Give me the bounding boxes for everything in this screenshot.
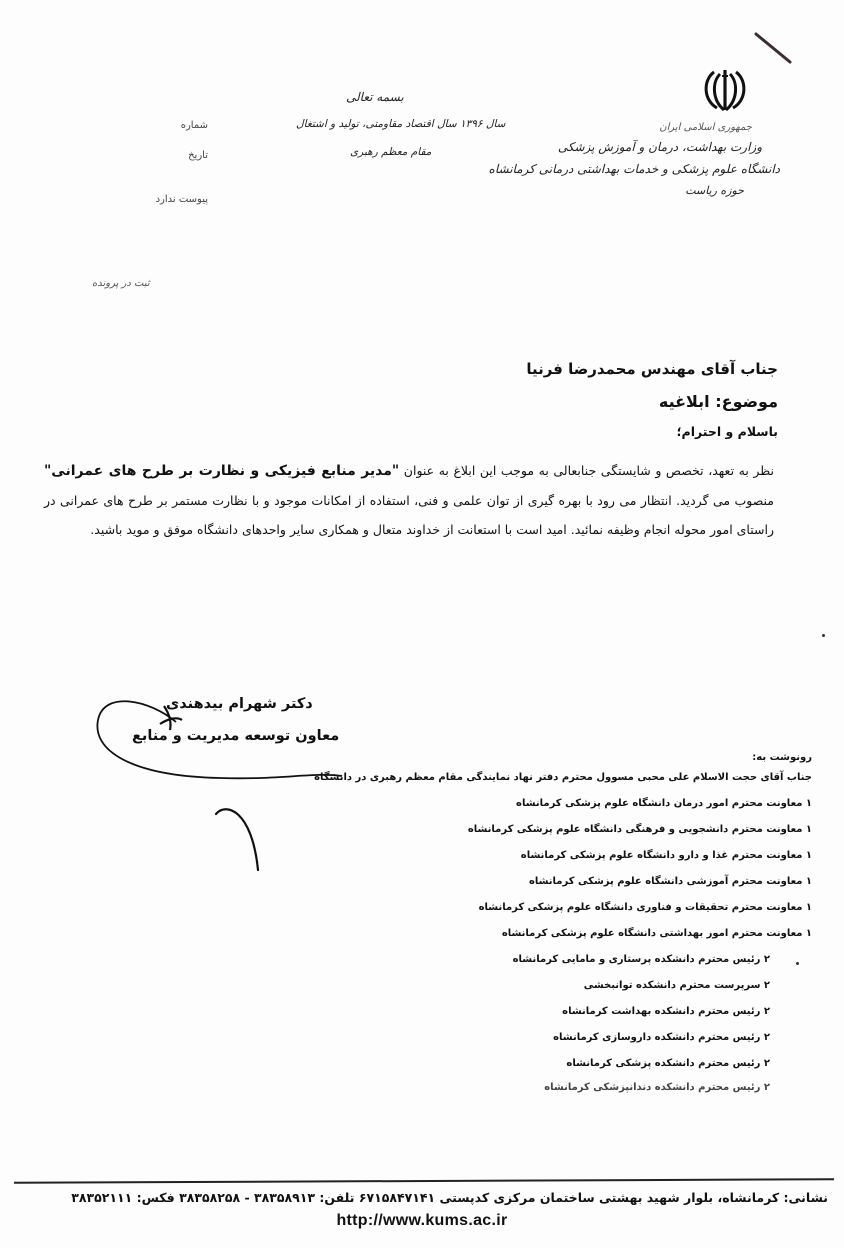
header-university: دانشگاه علوم پزشکی و خدمات بهداشتی درمانی کرمانشاه [488,162,780,176]
margin-dot [796,962,799,965]
footer-address: نشانی: کرمانشاه، بلوار شهید بهشتی ساختمان مرکزی کدپستی ۶۷۱۵۸۴۷۱۴۱ تلفن: ۳۸۳۵۸۹۱۳ - ۳۸۳۵۸۲۵۸ فکس: ۳۸۳۵۲۱۱۱ [71,1190,828,1205]
cc-recipient: ۱ معاونت محترم تحقیقات و فناوری دانشگاه علوم پزشکی کرمانشاه [478,902,812,913]
cc-recipient: ۲ رئیس محترم دانشکده پرستاری و مامایی کرمانشاه [512,954,770,965]
cc-recipient: ۲ رئیس محترم دانشکده پزشکی کرمانشاه [566,1058,770,1069]
cc-recipient: ۲ رئیس محترم دانشکده داروسازی کرمانشاه [553,1032,770,1043]
cc-recipient: ۱ معاونت محترم امور بهداشتی دانشگاه علوم پزشکی کرمانشاه [501,928,812,939]
letter-date-label: تاریخ [188,150,208,161]
header-ministry: وزارت بهداشت، درمان و آموزش پزشکی [557,140,762,154]
header-country: جمهوری اسلامی ایران [659,122,752,133]
footer-divider [14,1178,834,1184]
pen-stroke-mark [752,30,812,70]
greeting: باسلام و احترام؛ [676,424,778,439]
cc-recipient: جناب آقای حجت الاسلام علی محبی مسوول محترم دفتر نهاد نمایندگی مقام معظم رهبری در دانشگاه [314,772,812,783]
letter-body [44,456,774,544]
addressee: جناب آقای مهندس محمدرضا فرنیا [526,360,778,378]
bismillah: بسمه تعالی [346,90,404,104]
year-motto: سال ۱۳۹۶ سال اقتصاد مقاومتی، تولید و اشتغال [296,118,506,130]
cc-recipient: ۱ معاونت محترم دانشجویی و فرهنگی دانشگاه علوم پزشکی کرمانشاه [467,824,812,835]
cc-heading: رونوشت به: [752,752,812,763]
cc-recipient: ۲ رئیس محترم دانشکده بهداشت کرمانشاه [562,1006,770,1017]
margin-dot [822,634,825,637]
header-office: حوزه ریاست [685,184,744,197]
cc-recipient: ۱ معاونت محترم غذا و دارو دانشگاه علوم پزشکی کرمانشاه [520,850,812,861]
iran-emblem-icon [700,66,750,114]
signatory-name: دکتر شهرام بیدهندی [166,696,313,712]
letter-number-label: شماره [180,120,208,131]
footer-website-link[interactable]: http://www.kums.ac.ir [336,1212,508,1229]
year-motto-attribution: مقام معظم رهبری [350,146,432,158]
body-rest: منصوب می گردید. انتظار می رود با بهره گیری از توان علمی و فنی، استفاده از امکانات موجود و با نظارت مستمر بر طرح های عمرانی در راستای امور محوله انجام وظیفه نمائید. امید است با استعانت از خداوند متعال و همکاری سایر واحدهای دانشگاه موفق و موید باشید. [44,493,774,537]
cc-recipient: ۲ رئیس محترم دانشکده دندانپزشکی کرمانشاه [544,1082,770,1093]
cc-recipient: ۱ معاونت محترم امور درمان دانشگاه علوم پزشکی کرمانشاه [516,798,812,809]
margin-note: ثبت در پرونده [92,278,150,289]
cc-recipient: ۲ سرپرست محترم دانشکده توانبخشی [583,980,770,991]
cc-recipient: ۱ معاونت محترم آموزشی دانشگاه علوم پزشکی کرمانشاه [528,876,812,887]
appointment-title: "مدیر منابع فیزیکی و نظارت بر طرح های عمرانی" [44,463,400,479]
attachment-label: پیوست ندارد [155,194,208,205]
subject: موضوع: ابلاغیه [658,392,778,411]
signatory-title: معاون توسعه مدیریت و منابع [132,728,340,744]
body-intro: نظر به تعهد، تخصص و شایستگی جنابعالی به موجب این ابلاغ به عنوان [399,463,774,478]
paraph-mark [200,800,260,880]
